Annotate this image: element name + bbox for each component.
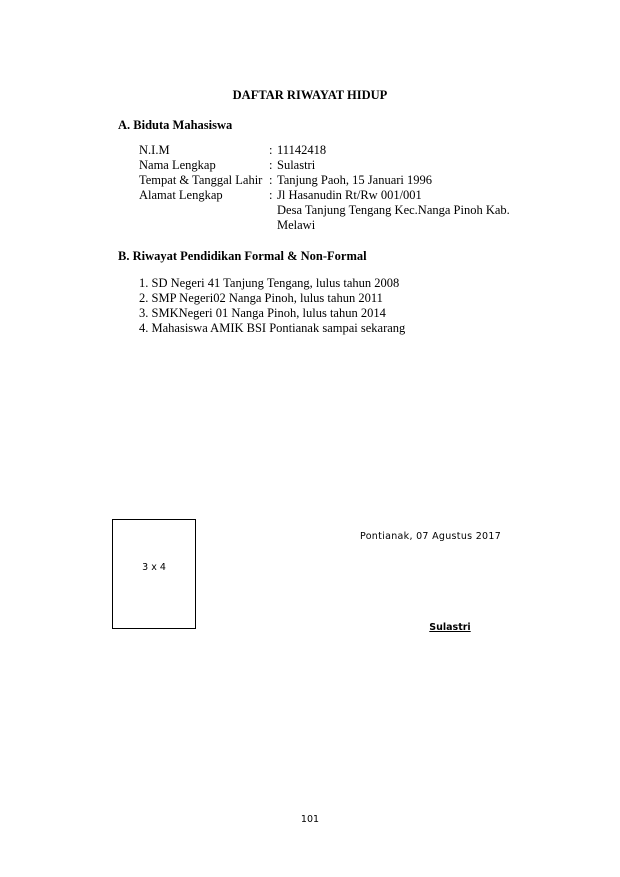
biodata-row-address-cont bbox=[139, 218, 527, 233]
photo-size-label: 3 x 4 bbox=[142, 562, 166, 573]
biodata-value: Sulastri bbox=[277, 158, 316, 172]
biodata-label: Alamat Lengkap bbox=[139, 188, 223, 202]
biodata-row-name bbox=[139, 158, 527, 173]
photo-placeholder-box bbox=[112, 519, 196, 629]
page-title: DAFTAR RIWAYAT HIDUP bbox=[232, 88, 388, 102]
biodata-value: Desa Tanjung Tengang Kec.Nanga Pinoh Kab. bbox=[277, 203, 510, 217]
biodata-row-address-cont bbox=[139, 203, 527, 218]
biodata-separator bbox=[269, 218, 277, 233]
biodata-separator: : bbox=[269, 143, 273, 157]
biodata-separator: : bbox=[269, 173, 273, 187]
biodata-label bbox=[139, 218, 269, 233]
list-item: 3. SMKNegeri 01 Nanga Pinoh, lulus tahun 2014 bbox=[139, 306, 386, 320]
biodata-separator: : bbox=[269, 158, 273, 172]
biodata-row-birth bbox=[139, 173, 527, 188]
education-list bbox=[139, 276, 405, 336]
signature-name: Sulastri bbox=[429, 622, 471, 633]
biodata-row-nim bbox=[139, 143, 527, 158]
list-item: 4. Mahasiswa AMIK BSI Pontianak sampai sekarang bbox=[139, 321, 406, 335]
biodata-value: Tanjung Paoh, 15 Januari 1996 bbox=[277, 173, 433, 187]
biodata-table bbox=[139, 143, 527, 233]
signature-place-date: Pontianak, 07 Agustus 2017 bbox=[360, 531, 502, 542]
page-number: 101 bbox=[300, 814, 320, 825]
section-b-heading: B. Riwayat Pendidikan Formal & Non-Formal bbox=[118, 249, 367, 263]
biodata-value: Jl Hasanudin Rt/Rw 001/001 bbox=[277, 188, 422, 202]
biodata-label: Nama Lengkap bbox=[139, 158, 216, 172]
biodata-value: 11142418 bbox=[277, 143, 327, 157]
biodata-row-address bbox=[139, 188, 527, 203]
biodata-separator: : bbox=[269, 188, 273, 202]
biodata-separator bbox=[269, 203, 277, 218]
biodata-label bbox=[139, 203, 269, 218]
biodata-label: N.I.M bbox=[139, 143, 170, 157]
list-item: 1. SD Negeri 41 Tanjung Tengang, lulus tahun 2008 bbox=[139, 276, 400, 290]
list-item: 2. SMP Negeri02 Nanga Pinoh, lulus tahun 2011 bbox=[139, 291, 383, 305]
section-a-heading: A. Biduta Mahasiswa bbox=[118, 118, 233, 132]
biodata-value: Melawi bbox=[277, 218, 316, 232]
biodata-label: Tempat & Tanggal Lahir bbox=[139, 173, 263, 187]
